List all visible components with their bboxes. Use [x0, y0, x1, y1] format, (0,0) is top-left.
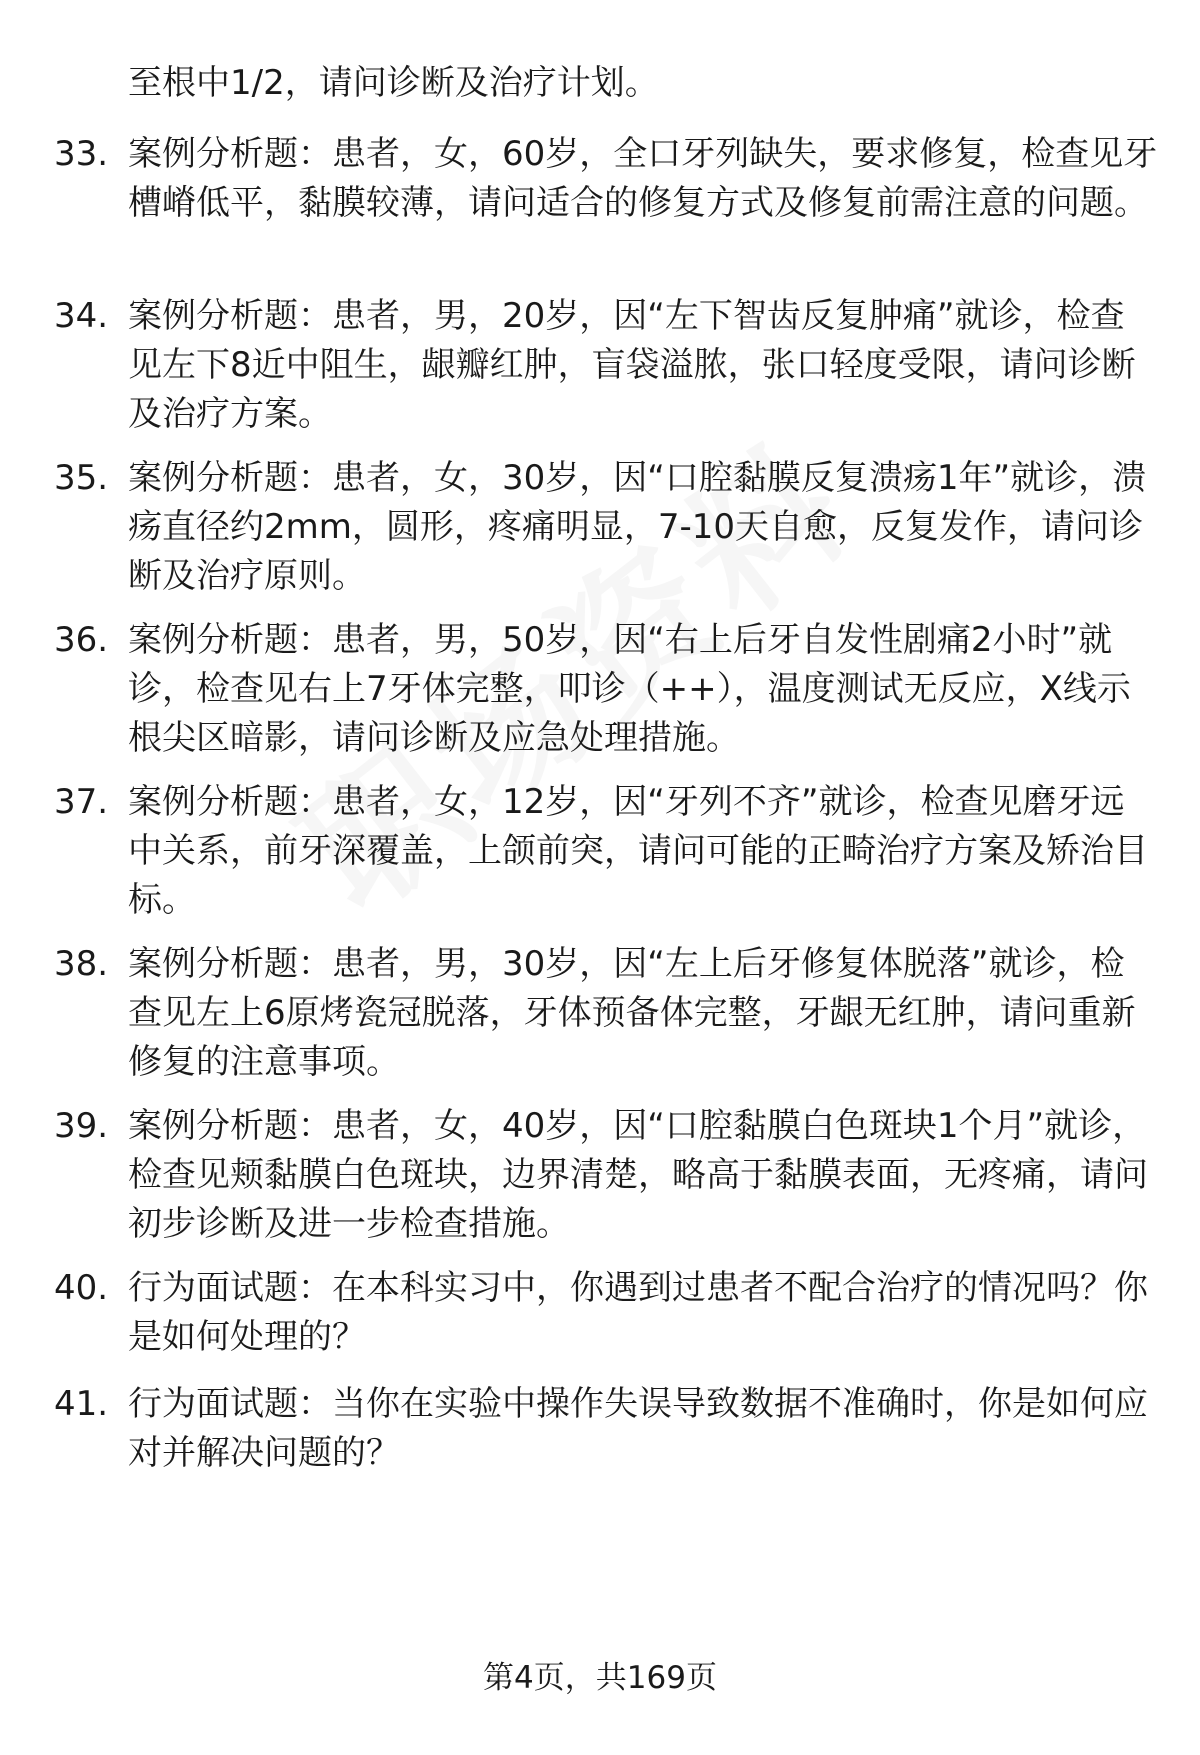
question-text: 行为面试题：在本科实习中，你遇到过患者不配合治疗的情况吗？你是如何处理的？ [128, 1268, 1148, 1357]
question-text: 行为面试题：当你在实验中操作失误导致数据不准确时，你是如何应对并解决问题的？ [128, 1384, 1148, 1473]
question-item [54, 292, 1164, 439]
question-text: 案例分析题：患者，女，12岁，因“牙列不齐”就诊，检查见磨牙远中关系，前牙深覆盖，上颌前突，请问可能的正畸治疗方案及矫治目标。 [128, 782, 1148, 920]
question-number: 38. [54, 944, 109, 984]
question-number: 40. [54, 1268, 109, 1308]
question-text: 案例分析题：患者，女，60岁，全口牙列缺失，要求修复，检查见牙槽嵴低平，黏膜较薄，请问适合的修复方式及修复前需注意的问题。 [128, 134, 1158, 223]
question-item [54, 616, 1164, 763]
page-footer: 第4页，共169页 [483, 1660, 717, 1696]
question-item [54, 778, 1164, 925]
question-item [54, 940, 1164, 1087]
question-text: 案例分析题：患者，男，50岁，因“右上后牙自发性剧痛2小时”就诊，检查见右上7牙体完整，叩诊（++），温度测试无反应，X线示根尖区暗影，请问诊断及应急处理措施。 [128, 620, 1131, 758]
question-item [54, 1264, 1164, 1362]
question-number: 37. [54, 782, 109, 822]
question-text: 案例分析题：患者，男，20岁，因“左下智齿反复肿痛”就诊，检查见左下8近中阻生，龈瓣红肿，盲袋溢脓，张口轻度受限，请问诊断及治疗方案。 [128, 296, 1136, 434]
question-number: 35. [54, 458, 109, 498]
question-item [54, 1380, 1164, 1478]
question-item [54, 454, 1164, 601]
question-number: 34. [54, 296, 109, 336]
question-item [54, 1102, 1164, 1249]
question-number: 36. [54, 620, 109, 660]
continued-question-text: 至根中1/2，请问诊断及治疗计划。 [128, 63, 659, 103]
question-number: 41. [54, 1384, 109, 1424]
question-number: 33. [54, 134, 109, 174]
question-text: 案例分析题：患者，女，30岁，因“口腔黏膜反复溃疡1年”就诊，溃疡直径约2mm，圆形，疼痛明显，7-10天自愈，反复发作，请问诊断及治疗原则。 [128, 458, 1147, 596]
question-text: 案例分析题：患者，女，40岁，因“口腔黏膜白色斑块1个月”就诊，检查见颊黏膜白色斑块，边界清楚，略高于黏膜表面，无疼痛，请问初步诊断及进一步检查措施。 [128, 1106, 1148, 1244]
question-text: 案例分析题：患者，男，30岁，因“左上后牙修复体脱落”就诊，检查见左上6原烤瓷冠脱落，牙体预备体完整，牙龈无红肿，请问重新修复的注意事项。 [128, 944, 1136, 1082]
question-number: 39. [54, 1106, 109, 1146]
question-item [54, 130, 1164, 228]
